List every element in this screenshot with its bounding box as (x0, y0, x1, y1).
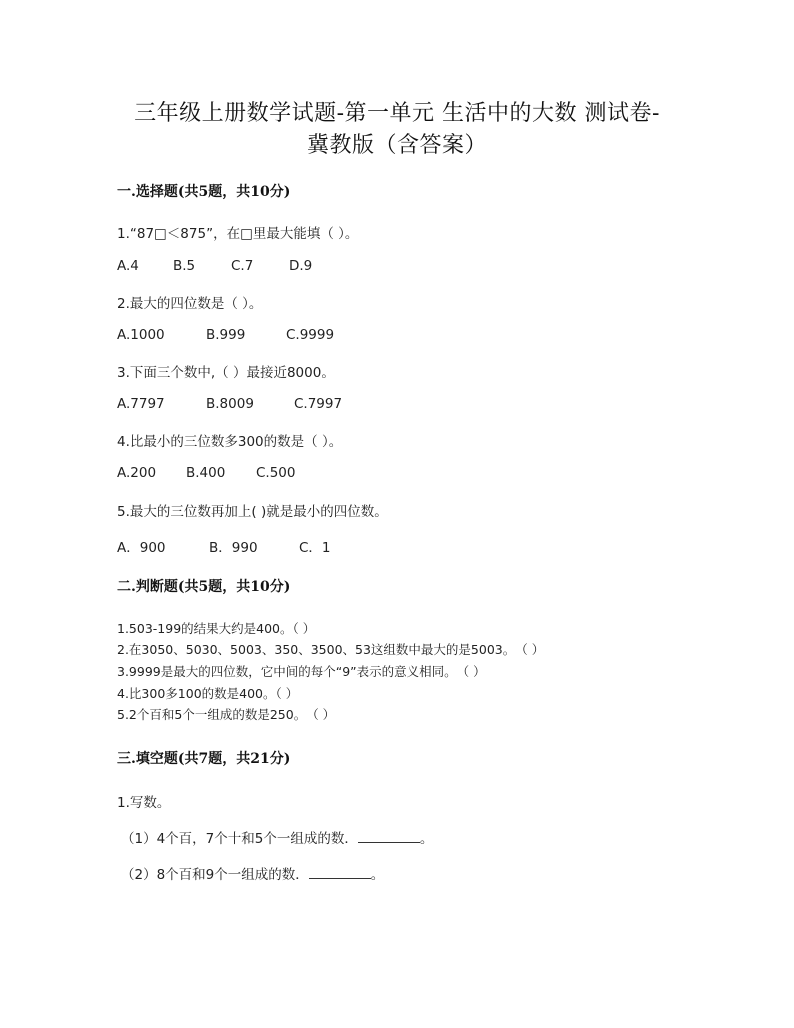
q2-option-c: C.9999 (286, 327, 335, 343)
fill-sub-2 (121, 863, 384, 883)
fill-sub-2-text: （2）8个百和9个一组成的数． (121, 867, 309, 883)
fill-sub-1 (121, 827, 433, 847)
judgment-item-5: 5.2个百和5个一组成的数是250。 （ ） (117, 707, 336, 722)
title-line-2: 冀教版（含答案） (306, 133, 487, 158)
question-3: 3.下面三个数中,（ ）最接近8000。 (117, 365, 335, 381)
question-1: 1.“87□＜875”，在□里最大能填（ ）。 (117, 226, 359, 242)
q5-option-c: C．1 (299, 540, 331, 556)
q2-option-b: B.999 (206, 327, 246, 343)
section-heading-choice: 一.选择题(共5题，共10分) (117, 184, 291, 200)
q1-option-d: D.9 (289, 258, 313, 274)
q3-option-c: C.7997 (294, 396, 343, 412)
q4-option-b: B.400 (186, 465, 226, 481)
q3-option-b: B.8009 (206, 396, 254, 412)
q1-option-b: B.5 (173, 258, 196, 274)
q4-option-a: A.200 (117, 465, 157, 481)
fill-question-1: 1.写数。 (117, 795, 171, 811)
answer-blank[interactable] (358, 830, 420, 843)
judgment-item-1: 1.503-199的结果大约是400。（ ） (117, 621, 316, 636)
judgment-item-4: 4.比300多100的数是400。（ ） (117, 686, 299, 701)
q4-option-c: C.500 (256, 465, 296, 481)
question-2: 2.最大的四位数是（ ）。 (117, 296, 263, 312)
q1-option-a: A.4 (117, 258, 139, 274)
judgment-item-2: 2.在3050、5030、5003、350、3500、53这组数中最大的是5003。 （ ） (117, 642, 545, 657)
question-5: 5.最大的三位数再加上( )就是最小的四位数。 (117, 504, 388, 520)
q2-option-a: A.1000 (117, 327, 165, 343)
fill-sub-2-end: 。 (370, 867, 385, 883)
fill-sub-1-text: （1）4个百，7个十和5个一组成的数． (121, 831, 358, 847)
title-line-1: 三年级上册数学试题-第一单元 生活中的大数 测试卷- (134, 101, 660, 126)
q5-option-a: A．900 (117, 540, 166, 556)
q1-option-c: C.7 (231, 258, 254, 274)
section-heading-fill: 三.填空题(共7题，共21分) (117, 751, 291, 767)
q3-option-a: A.7797 (117, 396, 165, 412)
answer-blank[interactable] (309, 866, 371, 879)
judgment-item-3: 3.9999是最大的四位数，它中间的每个“9”表示的意义相同。 （ ） (117, 664, 486, 679)
q5-option-b: B．990 (209, 540, 258, 556)
question-4: 4.比最小的三位数多300的数是（ ）。 (117, 434, 343, 450)
section-heading-judgment: 二.判断题(共5题，共10分) (117, 579, 291, 595)
fill-sub-1-end: 。 (419, 831, 434, 847)
